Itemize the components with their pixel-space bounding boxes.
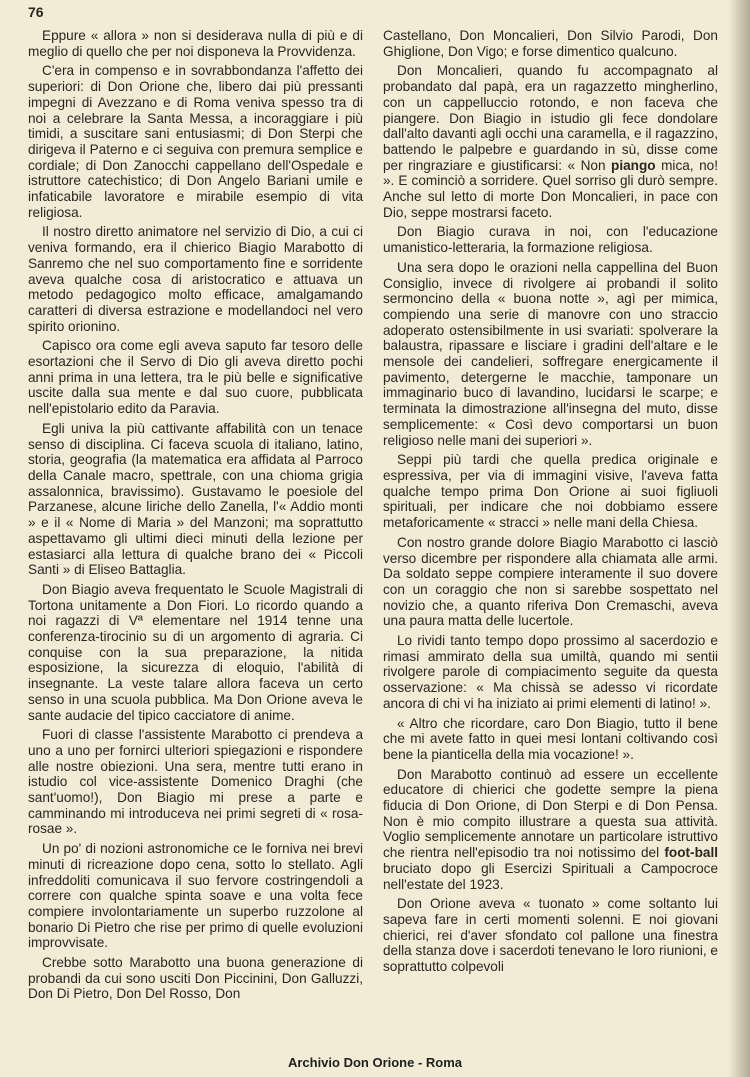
paragraph-text: Don Marabotto continuò ad essere un eccellente educatore di chierici che godette sempre la piena fiducia di Don Orione, di Don Sterpi e di Don Pensa. Non è mio compito illustrare a questa sua attività. Voglio semplicemente annotare un particolare istruttivo che rientra nell'episodio tra noi notissimo del [383,766,718,861]
paragraph: Una sera dopo le orazioni nella cappellina del Buon Consiglio, invece di rivolgere ai probandi il solito sermoncino della « buona notte », agì per mimica, compiendo una serie di manovre con uno straccio adoperato ostensibilmente in usi svariati: spolverare la balaustra, ripassare e lisciare i gradini dell'altare e le mensole dei candelieri, soffregare energicamente il pavimento, detergerne le macchie, tamponare un immaginario buco di lavandino, lucidarsi le scarpe; e terminata la dimostrazione all'insegna del muto, disse semplicemente: « Così devo comportarsi un buon religioso nelle mani dei superiori ». [383,259,718,448]
paragraph: Don Biagio curava in noi, con l'educazione umanistico-letteraria, la formazione religiosa. [383,224,718,256]
paragraph: Egli univa la più cattivante affabilità con un tenace senso di disciplina. Ci faceva scuola di italiano, latino, storia, geografia (la matematica era affidata al Parroco della Canale macro, spettrale, con una chioma grigia assalonnica, bravissimo). Gustavamo le poesiole del Parzanese, alcune liriche dello Zanella, l'« Addio monti » e il « Nome di Maria » del Manzoni; ma soprattutto aspettavamo gli ultimi dieci minuti della lezione per estasiarci alla lettura di qualche brano dei « Piccoli Santi » di Eliseo Battaglia. [28,420,363,578]
page-number: 76 [28,4,44,20]
left-column [28,28,363,1028]
archive-footer: Archivio Don Orione - Roma [287,1055,463,1070]
paragraph: Un po' di nozioni astronomiche ce le forniva nei brevi minuti di ricreazione dopo cena, sotto lo stellato. Agli infreddoliti comunicava il suo fervore costringendoli a correre con qualche spinta soave e una volta fece compiere involontariamente un superbo ruzzolone al bonario Di Pietro che rise per primo di quelle evoluzioni improvvisate. [28,841,363,951]
page-edge-shadow [728,0,750,1077]
paragraph: C'era in compenso e in sovrabbondanza l'affetto dei superiori: di Don Orione che, libero dai più pressanti impegni di Avezzano e di Roma veniva spesso tra di noi a celebrare la Santa Messa, a incoraggiare i più timidi, a suscitare sani entusiasmi; di Don Sterpi che dirigeva il Paterno e ci seguiva con premura semplice e cordiale; di Don Zanocchi cappellano dell'Ospedale e istruttore catechistico; di Don Angelo Bariani umile e infaticabile lavoratore e mirabile esempio di vita religiosa. [28,63,363,220]
right-column [383,28,718,1028]
paragraph: Il nostro diretto animatore nel servizio di Dio, a cui ci veniva formando, era il chierico Biagio Marabotto di Sanremo che nel suo comportamento fine e sorridente aveva qualche cosa di aristocratico e attuava un metodo pedagogico molto efficace, amalgamando caratteri di diversa estrazione e modellandoci nel vero spirito orionino. [28,224,363,334]
paragraph: Crebbe sotto Marabotto una buona generazione di probandi da cui sono usciti Don Piccinini, Don Galluzzi, Don Di Pietro, Don Del Rosso, Don [28,955,363,1002]
paragraph: Seppi più tardi che quella predica originale e espressiva, per via di immagini visive, l'aveva fatta qualche tempo prima Don Orione ai suoi figliuoli spirituali, per indicare che noi dobbiamo essere metaforicamente « stracci » nelle mani della Chiesa. [383,452,718,531]
paragraph: Castellano, Don Moncalieri, Don Silvio Parodi, Don Ghiglione, Don Vigo; e forse dimentico qualcuno. [383,28,718,59]
bold-word: foot-ball [664,845,718,861]
paragraph: Con nostro grande dolore Biagio Marabotto ci lasciò verso dicembre per rispondere alla chiamata alle armi. Da soldato seppe compiere interamente il suo dovere con un coraggio che non si sarebbe sospettato nel novizio che, a quanto riferiva Don Cremaschi, aveva una paura matta delle lucertole. [383,534,718,629]
paragraph: Don Biagio aveva frequentato le Scuole Magistrali di Tortona unitamente a Don Fiori. Lo ricordo quando a noi ragazzi di Vª elementare nel 1914 tenne una conferenza-tirocinio su di un argomento di agraria. Ci conquise con la sua preparazione, la nitida esposizione, la sicurezza di eloquio, l'abilità di insegnante. La veste talare allora faceva un certo senso in una scuola pubblica. Ma Don Orione aveva le sante audacie del tipico cacciatore di anime. [28,581,363,723]
paragraph [383,63,718,220]
text-columns [28,28,718,1028]
paragraph: Capisco ora come egli aveva saputo far tesoro delle esortazioni che il Servo di Dio gli aveva diretto pochi anni prima in una lettera, tra le più belle e significative uscite dalla sua mente e dal suo cuore, pubblicata nell'epistolario edito da Paravia. [28,338,363,417]
paragraph-text: Don Moncalieri, quando fu accompagnato al probandato dal papà, era un ragazzetto mingherlino, con un cappelluccio rotondo, e non faceva che piangere. Don Biagio in istudio gli fece dondolare dall'alto davanti agli occhi una caramella, e il ragazzino, battendo le palpebre e guardando in sù, disse come per ringraziare e giustificarsi: « Non [383,63,718,173]
paragraph-text: bruciato dopo gli Esercizi Spirituali a Campocroce nell'estate del 1923. [383,860,718,892]
paragraph-text: mica, no! ». E cominciò a sorridere. Quel sorriso gli durò sempre. Anche sul letto di morte Don Moncalieri, in pace con Dio, seppe mostrarsi faceto. [383,157,718,220]
paragraph: Lo rividi tanto tempo dopo prossimo al sacerdozio e rimasi ammirato della sua umiltà, quando mi sentii rivolgere parole di compiacimento seguite da questa osservazione: « Ma chissà se adesso vi ricordate ancora di chi vi ha iniziato ai primi elementi di latino! ». [383,633,718,711]
paragraph [383,767,718,893]
paragraph: Fuori di classe l'assistente Marabotto ci prendeva a uno a uno per fornirci ulteriori spiegazioni e rispondere alle nostre obiezioni. Una sera, mentre tutti erano in istudio col vice-assistente Domenico Draghi (che sant'uomo!), Don Biagio mi prese a parte e camminando mi introduceva nei primi segreti di « rosa-rosae ». [28,727,363,837]
paragraph: Don Orione aveva « tuonato » come soltanto lui sapeva fare in certi momenti solenni. E noi giovani chierici, rei d'aver sfondato col pallone una finestra della stanza dove i sacerdoti tenevano le loro riunioni, e soprattutto colpevoli [383,896,718,975]
paragraph: Eppure « allora » non si desiderava nulla di più e di meglio di quello che per noi disponeva la Provvidenza. [28,28,363,59]
bold-word: piango [611,157,656,173]
paragraph: « Altro che ricordare, caro Don Biagio, tutto il bene che mi avete fatto in quei mesi lontani coltivando così bene la pianticella della mia vocazione! ». [383,715,718,762]
